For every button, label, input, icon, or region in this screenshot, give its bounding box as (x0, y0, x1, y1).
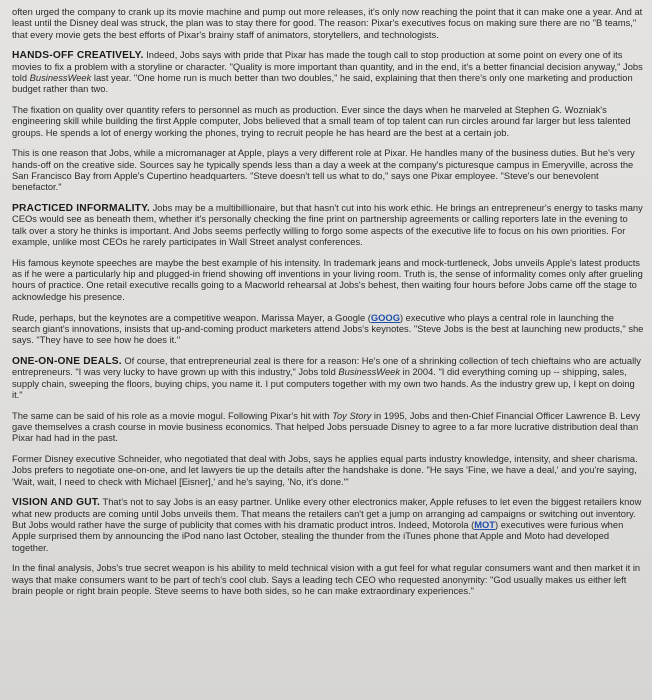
publication-name: BusinessWeek (338, 367, 401, 378)
paragraph-8 (12, 356, 644, 401)
section-heading-one-on-one: ONE-ON-ONE DEALS. (12, 355, 122, 367)
paragraph-7 (12, 313, 644, 347)
paragraph-text: Rude, perhaps, but the keynotes are a competitive weapon. Marissa Mayer, a Google ( (12, 312, 371, 323)
paragraph-4 (12, 148, 644, 193)
publication-name: BusinessWeek (29, 72, 92, 83)
paragraph-text: Former Disney executive Schneider, who negotiated that deal with Jobs, says he applies equal parts industry knowledge, intensity, and sheer charisma. Jobs prefers to negotiate one-on-one, and let lawyers tie up the details after the handshake is done. "He says 'Fine, we have a deal,' and you're saying, 'Wait, wait, I need to check with Michael [Eisner],' and he's saying, 'No, it's done.'" (12, 454, 638, 487)
section-heading-hands-off: HANDS-OFF CREATIVELY. (12, 50, 144, 62)
ticker-link-mot[interactable]: MOT (474, 519, 495, 530)
paragraph-text: Of course, that entrepreneurial zeal is there for a reason: He's one of a shrinking collection of tech chieftains who are actually entrepreneurs. "I was very lucky to have grown up with this industry," Jobs told (12, 355, 641, 378)
paragraph-text: His famous keynote speeches are maybe the best example of his intensity. In trademark jeans and mock-turtleneck, Jobs unveils Apple's latest products as if he were a particularly hip and plugged-in friend showing off inventions in your living room. Truth is, the sense of informality comes only after grueling hours of practice. One retail executive recalls going to a Macworld rehearsal at Jobs's behest, then waiting four hours before Jobs came off the stage to acknowledge his presence. (12, 257, 643, 302)
paragraph-3 (12, 105, 644, 139)
movie-title: Toy Story (332, 410, 372, 421)
paragraph-text: in 2004. "I did everything coming up -- shipping, sales, supply chain, sweeping the floors, buying chips, you name it. I put computers together with my own two hands. As the industry grew up, I kept on doing it." (12, 367, 635, 400)
section-heading-vision-and-gut: VISION AND GUT. (12, 497, 101, 509)
paragraph-9 (12, 411, 644, 445)
paragraph-text: This is one reason that Jobs, while a micromanager at Apple, plays a very different role at Pixar. He handles many of the business duties. But he's very hands-off on the creative side. Sources say he typically spends less than a day a week at the company's picturesque campus in Emeryville, across the San Francisco Bay from Apple's Cupertino headquarters. "Steve doesn't tell us what to do," says one Pixar employee. "Steve's our benevolent benefactor." (12, 148, 635, 193)
paragraph-12 (12, 563, 644, 597)
paragraph-text: Jobs may be a multibillionaire, but that hasn't cut into his work ethic. He brings an entrepreneur's energy to tasks many CEOs would see as beneath them, whether it's personally checking the fine print on partnership agreements or calling reporters late in the evening to talk over a story he thinks is important. And Jobs seems perfectly willing to forgo some aspects of the executive life to focus on his own priorities. For example, unlike most CEOs he rarely participates in Wall Street analyst conferences. (12, 203, 643, 248)
paragraph-text: In the final analysis, Jobs's true secret weapon is his ability to meld technical vision with a gut feel for what regular consumers want and then market it in ways that make consumers want to be part of tech's cool club. Says a leading tech CEO who requested anonymity: "God usually makes us either left brain people or right brain people. Steve seems to have both sides, so he can make extraordinary experiences." (12, 563, 641, 596)
paragraph-text: often urged the company to crank up its movie machine and pump out more releases, it's only now reaching the point that it can make one a year. And at least until the Disney deal was struck, the plan was to stay there for good. The reason: Pixar's executives focus on making sure there are no "B teams," that every movie gets the best efforts of Pixar's brainy staff of animators, storytellers, and technologists. (12, 7, 643, 40)
paragraph-2 (12, 50, 644, 95)
paragraph-text: ) executives were furious when Apple surprised them by announcing the iPod nano last October, stealing the thunder from the iTunes phone that Apple and Moto had developed together. (12, 519, 624, 553)
paragraph-11 (12, 497, 644, 553)
section-heading-practiced-informality: PRACTICED INFORMALITY. (12, 203, 150, 215)
paragraph-text: That's not to say Jobs is an easy partner. Unlike every other electronics maker, Apple refuses to let even the biggest retailers know what new products are coming until Jobs unveils them. That means the retailers can't get a jump on arranging ad campaigns or switching out inventory. But Jobs would rather have the surge of publicity that comes with his dramatic product intros. Indeed, Motorola ( (12, 497, 642, 530)
paragraph-text: last year. "One home run is much better than two doubles," he said, explaining that then there's only one marketing and production budget rather than two. (12, 72, 633, 95)
paragraph-text: The same can be said of his role as a movie mogul. Following Pixar's hit with (12, 410, 333, 421)
paragraph-5 (12, 203, 644, 248)
paragraph-text: ) executive who plays a central role in launching the search giant's innovations, insists that up-and-coming product marketers attend Jobs's keynotes. "Steve Jobs is the best at launching new products," she says. "They have to see how he does it." (12, 312, 644, 346)
paragraph-10 (12, 454, 644, 488)
ticker-link-goog[interactable]: GOOG (370, 312, 400, 323)
paragraph-1 (12, 7, 644, 41)
paragraph-text: Indeed, Jobs says with pride that Pixar has made the tough call to stop production at some point on every one of its movies to fix a problem with a storyline or character. "Quality is more important than quantity, and in the end, it's a better financial decision anyway," Jobs told (12, 50, 643, 83)
paragraph-text: The fixation on quality over quantity refers to personnel as much as production. Ever since the days when he marveled at Stephen G. Wozniak's engineering skill while building the first Apple computer, Jobs believed that a small team of top talent can run circles around far larger but less talented groups. He spends a lot of energy working the phones, trying to recruit people he has heard are the best at a certain job. (12, 105, 631, 138)
paragraph-6 (12, 258, 644, 303)
paragraph-text: in 1995, Jobs and then-Chief Financial Officer Lawrence B. Levy gave themselves a crash course in movie business economics. That helped Jobs persuade Disney to agree to a far more lucrative distribution deal than Pixar had had in the past. (12, 410, 641, 444)
